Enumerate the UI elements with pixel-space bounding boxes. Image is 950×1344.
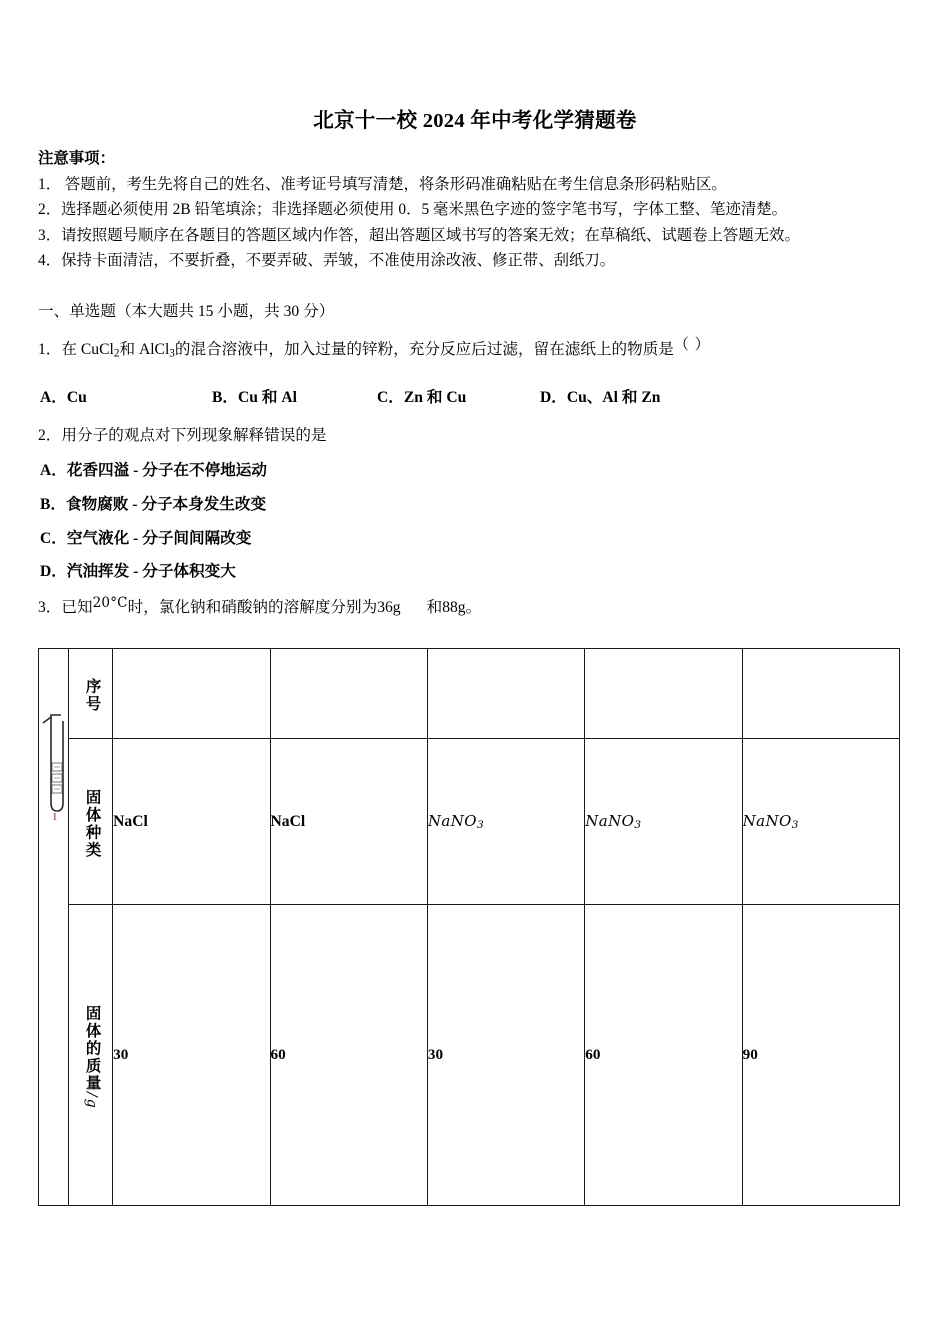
- table-cell-index-5: [742, 649, 899, 739]
- question-1-text-before: 在 CuCl: [61, 341, 114, 358]
- question-3-conjunction: 和: [426, 599, 443, 616]
- artifact-marker: 1: [52, 811, 58, 823]
- table-cell-solid-2: [270, 739, 427, 905]
- row-label-solid-type: [69, 739, 113, 905]
- q2-option-c-text: 空气液化 - 分子间间隔改变: [66, 530, 252, 547]
- solubility-table-wrapper: [38, 648, 900, 1205]
- table-cell-index-4: [585, 649, 742, 739]
- question-1-subscript-2: 3: [169, 347, 175, 360]
- question-3-text-mid: 时，氯化钠和硝酸钠的溶解度分别为: [127, 599, 378, 616]
- table-cell-solid-4: [585, 739, 742, 905]
- table-row-index: [39, 649, 900, 739]
- option-d-label: D．: [540, 389, 567, 406]
- table-row-solid-mass: [39, 905, 900, 1206]
- table-cell-mass-1: [113, 905, 270, 1206]
- question-1-subscript-1: 2: [113, 347, 120, 360]
- row-label-index: [69, 649, 113, 739]
- notice-item-2: 2．选择题必须使用 2B 铅笔填涂；非选择题必须使用 0．5 毫米黑色字迹的签字笔书写，字体工整、笔迹清楚。: [38, 201, 788, 218]
- question-1-options: [40, 385, 660, 407]
- table-cell-index-3: [427, 649, 584, 739]
- row-label-mass-unit: /g: [83, 1091, 100, 1110]
- page-title: 北京十一校 2024 年中考化学猜题卷: [313, 110, 637, 132]
- question-1-option-b[interactable]: [212, 385, 377, 407]
- mass-value-2: 60: [270, 1046, 286, 1063]
- table-cell-solid-3: [427, 739, 584, 905]
- question-2: [38, 423, 327, 445]
- q2-option-c-label: C．: [40, 530, 67, 547]
- mass-value-5: 90: [742, 1046, 758, 1063]
- question-2-option-b[interactable]: [40, 492, 266, 514]
- table-cell-mass-3: [427, 905, 584, 1206]
- chem-formula-nacl-2: NaCl: [270, 812, 306, 830]
- test-tube-icon: [41, 711, 67, 829]
- row-label-index-text: 序号: [83, 678, 101, 713]
- table-cell-mass-5: [742, 905, 899, 1206]
- table-artifact-column: [39, 649, 69, 1206]
- row-label-solid-type-text: 固体种类: [83, 788, 101, 859]
- notice-block: [38, 146, 918, 274]
- question-3-text-before: 已知: [61, 599, 93, 616]
- question-3-text-end: 。: [465, 599, 482, 616]
- question-1-option-c[interactable]: [377, 385, 540, 407]
- question-1-option-d[interactable]: [540, 385, 660, 407]
- table-cell-mass-2: [270, 905, 427, 1206]
- question-1: [38, 337, 711, 359]
- row-label-solid-mass-text: [71, 1001, 111, 1110]
- option-a-label: A．: [40, 389, 67, 406]
- mass-value-3: 30: [427, 1046, 444, 1063]
- chem-formula-nano3-2: NaNO$_3$: [585, 811, 642, 832]
- solubility-table: [38, 648, 900, 1206]
- table-cell-solid-5: [742, 739, 899, 905]
- option-d-text: Cu、Al 和 Zn: [566, 389, 661, 406]
- section-heading: 一、单选题（本大题共 15 小题，共 30 分）: [38, 303, 335, 320]
- option-c-label: C．: [377, 389, 404, 406]
- notice-heading: 注意事项：: [38, 150, 115, 167]
- row-label-solid-mass: [69, 905, 113, 1206]
- question-3-value-2: 88g: [442, 599, 466, 616]
- question-2-option-c[interactable]: [40, 526, 251, 548]
- question-3-temperature: 20°C: [92, 595, 128, 611]
- option-b-label: B．: [212, 389, 238, 406]
- question-3-value-1: 36g: [377, 599, 401, 616]
- table-row-solid-type: [39, 739, 900, 905]
- question-1-text-mid: 和 AlCl: [119, 341, 170, 358]
- chem-formula-nacl-1: NaCl: [113, 812, 148, 830]
- row-label-mass-chinese: 固体的质量: [83, 1004, 101, 1092]
- question-3-number: 3．: [38, 599, 62, 616]
- table-cell-mass-4: [585, 905, 742, 1206]
- q2-option-d-label: D．: [40, 563, 67, 580]
- option-c-text: Zn 和 Cu: [403, 389, 467, 406]
- chem-formula-nano3-3: NaNO$_3$: [742, 811, 799, 832]
- notice-item-4: 4．保持卡面清洁，不要折叠，不要弄破、弄皱，不准使用涂改液、修正带、刮纸刀。: [38, 252, 616, 269]
- table-cell-index-2: [270, 649, 427, 739]
- table-cell-solid-1: [113, 739, 270, 905]
- question-2-number: 2．: [38, 427, 62, 444]
- mass-value-1: 30: [113, 1046, 129, 1063]
- question-1-option-a[interactable]: [40, 385, 212, 407]
- q2-option-d-text: 汽油挥发 - 分子体积变大: [66, 563, 236, 580]
- q2-option-a-text: 花香四溢 - 分子在不停地运动: [66, 462, 267, 479]
- question-2-option-d[interactable]: [40, 559, 236, 581]
- q2-option-a-label: A．: [40, 462, 67, 479]
- option-a-text: Cu: [66, 389, 87, 406]
- question-2-text: 用分子的观点对下列现象解释错误的是: [61, 427, 327, 444]
- notice-item-3: 3．请按照题号顺序在各题目的答题区域内作答，超出答题区域书写的答案无效；在草稿纸、试题卷上答题无效。: [38, 226, 800, 244]
- mass-value-4: 60: [585, 1046, 601, 1063]
- table-cell-index-1: [113, 649, 270, 739]
- option-b-text: Cu 和 Al: [238, 389, 297, 406]
- question-2-option-a[interactable]: [40, 458, 267, 480]
- notice-item-1: 1． 答题前，考生先将自己的姓名、准考证号填写清楚，将条形码准确粘贴在考生信息条形码粘贴区。: [38, 175, 727, 193]
- q2-option-b-text: 食物腐败 - 分子本身发生改变: [66, 496, 267, 513]
- question-1-answer-blank[interactable]: （ ）: [673, 337, 711, 353]
- chem-formula-nano3-1: NaNO$_3$: [427, 811, 485, 832]
- q2-option-b-label: B．: [40, 496, 66, 513]
- question-1-number: 1．: [38, 341, 62, 358]
- question-3: [38, 595, 481, 617]
- question-1-text-after: 的混合溶液中，加入过量的锌粉，充分反应后过滤，留在滤纸上的物质是: [174, 341, 674, 358]
